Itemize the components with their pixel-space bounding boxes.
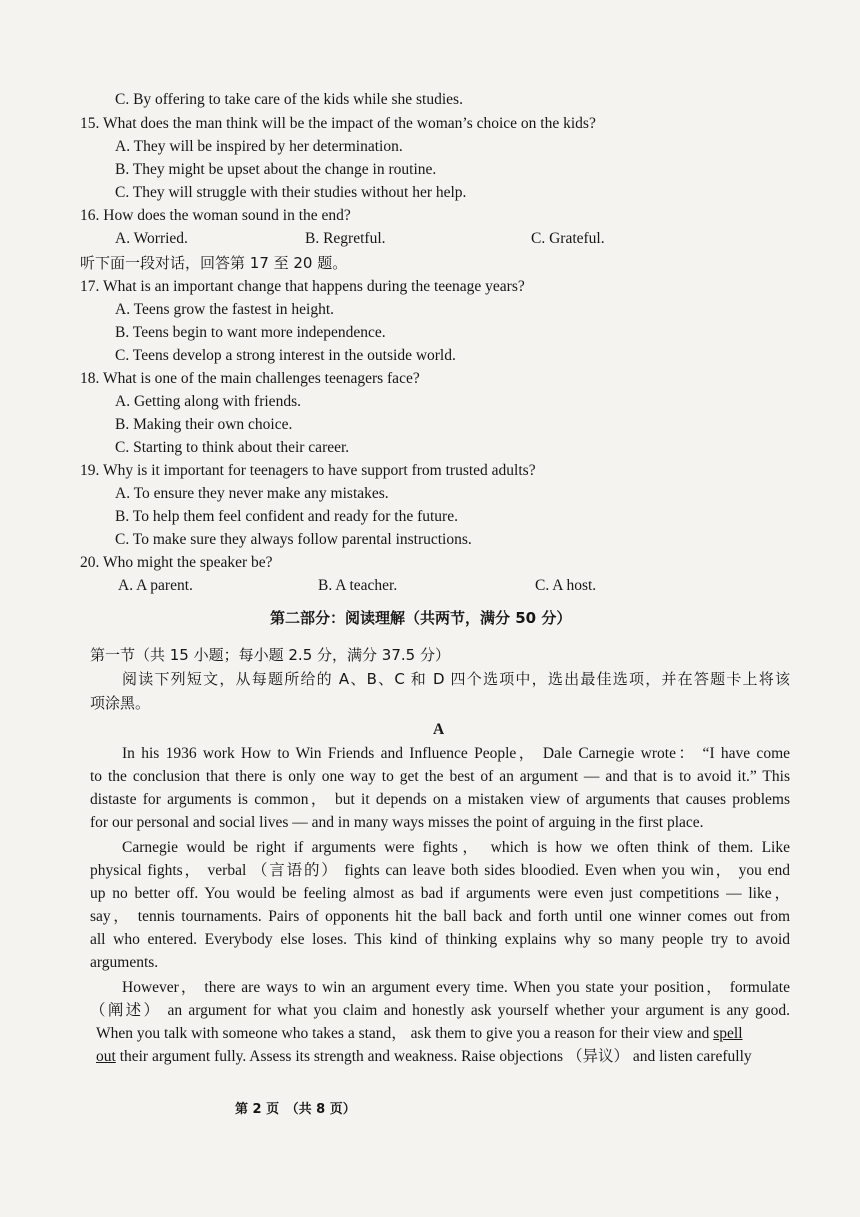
reading-instruction: 阅读下列短文，从每题所给的 A、B、C 和 D 四个选项中，选出最佳选项，并在答题卡上将该 [122,670,790,688]
passage-line: all who entered. Everybody else loses. This kind of thinking explains why so many people try to avoid [90,931,790,948]
reading-instruction-cont: 项涂黑。 [90,694,151,712]
q18-option-c: C. Starting to think about their career. [115,439,350,456]
listening-instruction: 听下面一段对话，回答第 17 至 20 题。 [80,254,348,272]
q15-option-a: A. They will be inspired by her determination. [115,138,403,155]
underlined-phrase: spell [713,1025,743,1042]
passage-line: arguments. [90,954,159,971]
q20-option-a: A. A parent. [118,577,193,594]
q15-question: 15. What does the man think will be the impact of the woman’s choice on the kids? [80,115,596,132]
q17-option-c: C. Teens develop a strong interest in the outside world. [115,347,456,364]
q19-question: 19. Why is it important for teenagers to have support from trusted adults? [80,462,536,479]
q18-option-b: B. Making their own choice. [115,416,293,433]
q17-option-b: B. Teens begin to want more independence. [115,324,386,341]
passage-text: When you talk with someone who takes a stand， ask them to give you a reason for their view and [96,1025,710,1042]
q19-option-c: C. To make sure they always follow parental instructions. [115,531,472,548]
q15-option-c: C. They will struggle with their studies without her help. [115,184,467,201]
passage-label: A [433,721,445,738]
q16-option-c: C. Grateful. [531,230,605,247]
passage-line: physical fights， verbal （言语的） fights can leave both sides bloodied. Even when you win， you end [90,862,790,879]
passage-line: for our personal and social lives — and in many ways misses the point of arguing in the first place. [90,814,704,831]
section-one-heading: 第一节（共 15 小题；每小题 2.5 分，满分 37.5 分） [90,646,450,664]
passage-line: distaste for arguments is common， but it depends on a mistaken view of arguments that causes problems [90,791,790,808]
passage-line: Carnegie would be right if arguments were fights， which is how we often think of them. Like [122,839,790,856]
q17-question: 17. What is an important change that happens during the teenage years? [80,278,525,295]
q16-option-a: A. Worried. [115,230,188,247]
q15-option-b: B. They might be upset about the change in routine. [115,161,437,178]
q14-option-c: C. By offering to take care of the kids while she studies. [115,91,463,108]
q19-option-a: A. To ensure they never make any mistakes. [115,485,389,502]
q20-option-c: C. A host. [535,577,597,594]
underlined-phrase: out [96,1048,116,1065]
passage-line: In his 1936 work How to Win Friends and Influence People， Dale Carnegie wrote： “I have come [122,745,790,762]
q20-option-b: B. A teacher. [318,577,398,594]
passage-line [96,1024,743,1044]
passage-line: to the conclusion that there is only one way to get the best of an argument — and that is to avoid it.” This [90,768,790,785]
q16-question: 16. How does the woman sound in the end? [80,207,351,224]
q16-option-b: B. Regretful. [305,230,386,247]
part-two-heading: 第二部分：阅读理解（共两节，满分 50 分） [270,609,572,627]
passage-line: However， there are ways to win an argument every time. When you state your position， formulate [122,979,790,996]
passage-line: （阐述） an argument for what you claim and honestly ask yourself whether your argument is any good. [90,1002,790,1019]
passage-line [96,1047,752,1067]
q18-question: 18. What is one of the main challenges teenagers face? [80,370,420,387]
passage-text: their argument fully. Assess its strength and weakness. Raise objections （异议） and listen carefully [115,1048,752,1065]
q18-option-a: A. Getting along with friends. [115,393,301,410]
q17-option-a: A. Teens grow the fastest in height. [115,301,335,318]
page-footer: 第 2 页 （共 8 页） [235,1102,356,1117]
passage-line: up no better off. You would be feeling almost as bad if arguments were even just competitions — like， [90,885,790,902]
passage-line: say， tennis tournaments. Pairs of opponents hit the ball back and forth until one winner comes out from [90,908,790,925]
q19-option-b: B. To help them feel confident and ready for the future. [115,508,458,525]
q20-question: 20. Who might the speaker be? [80,554,273,571]
